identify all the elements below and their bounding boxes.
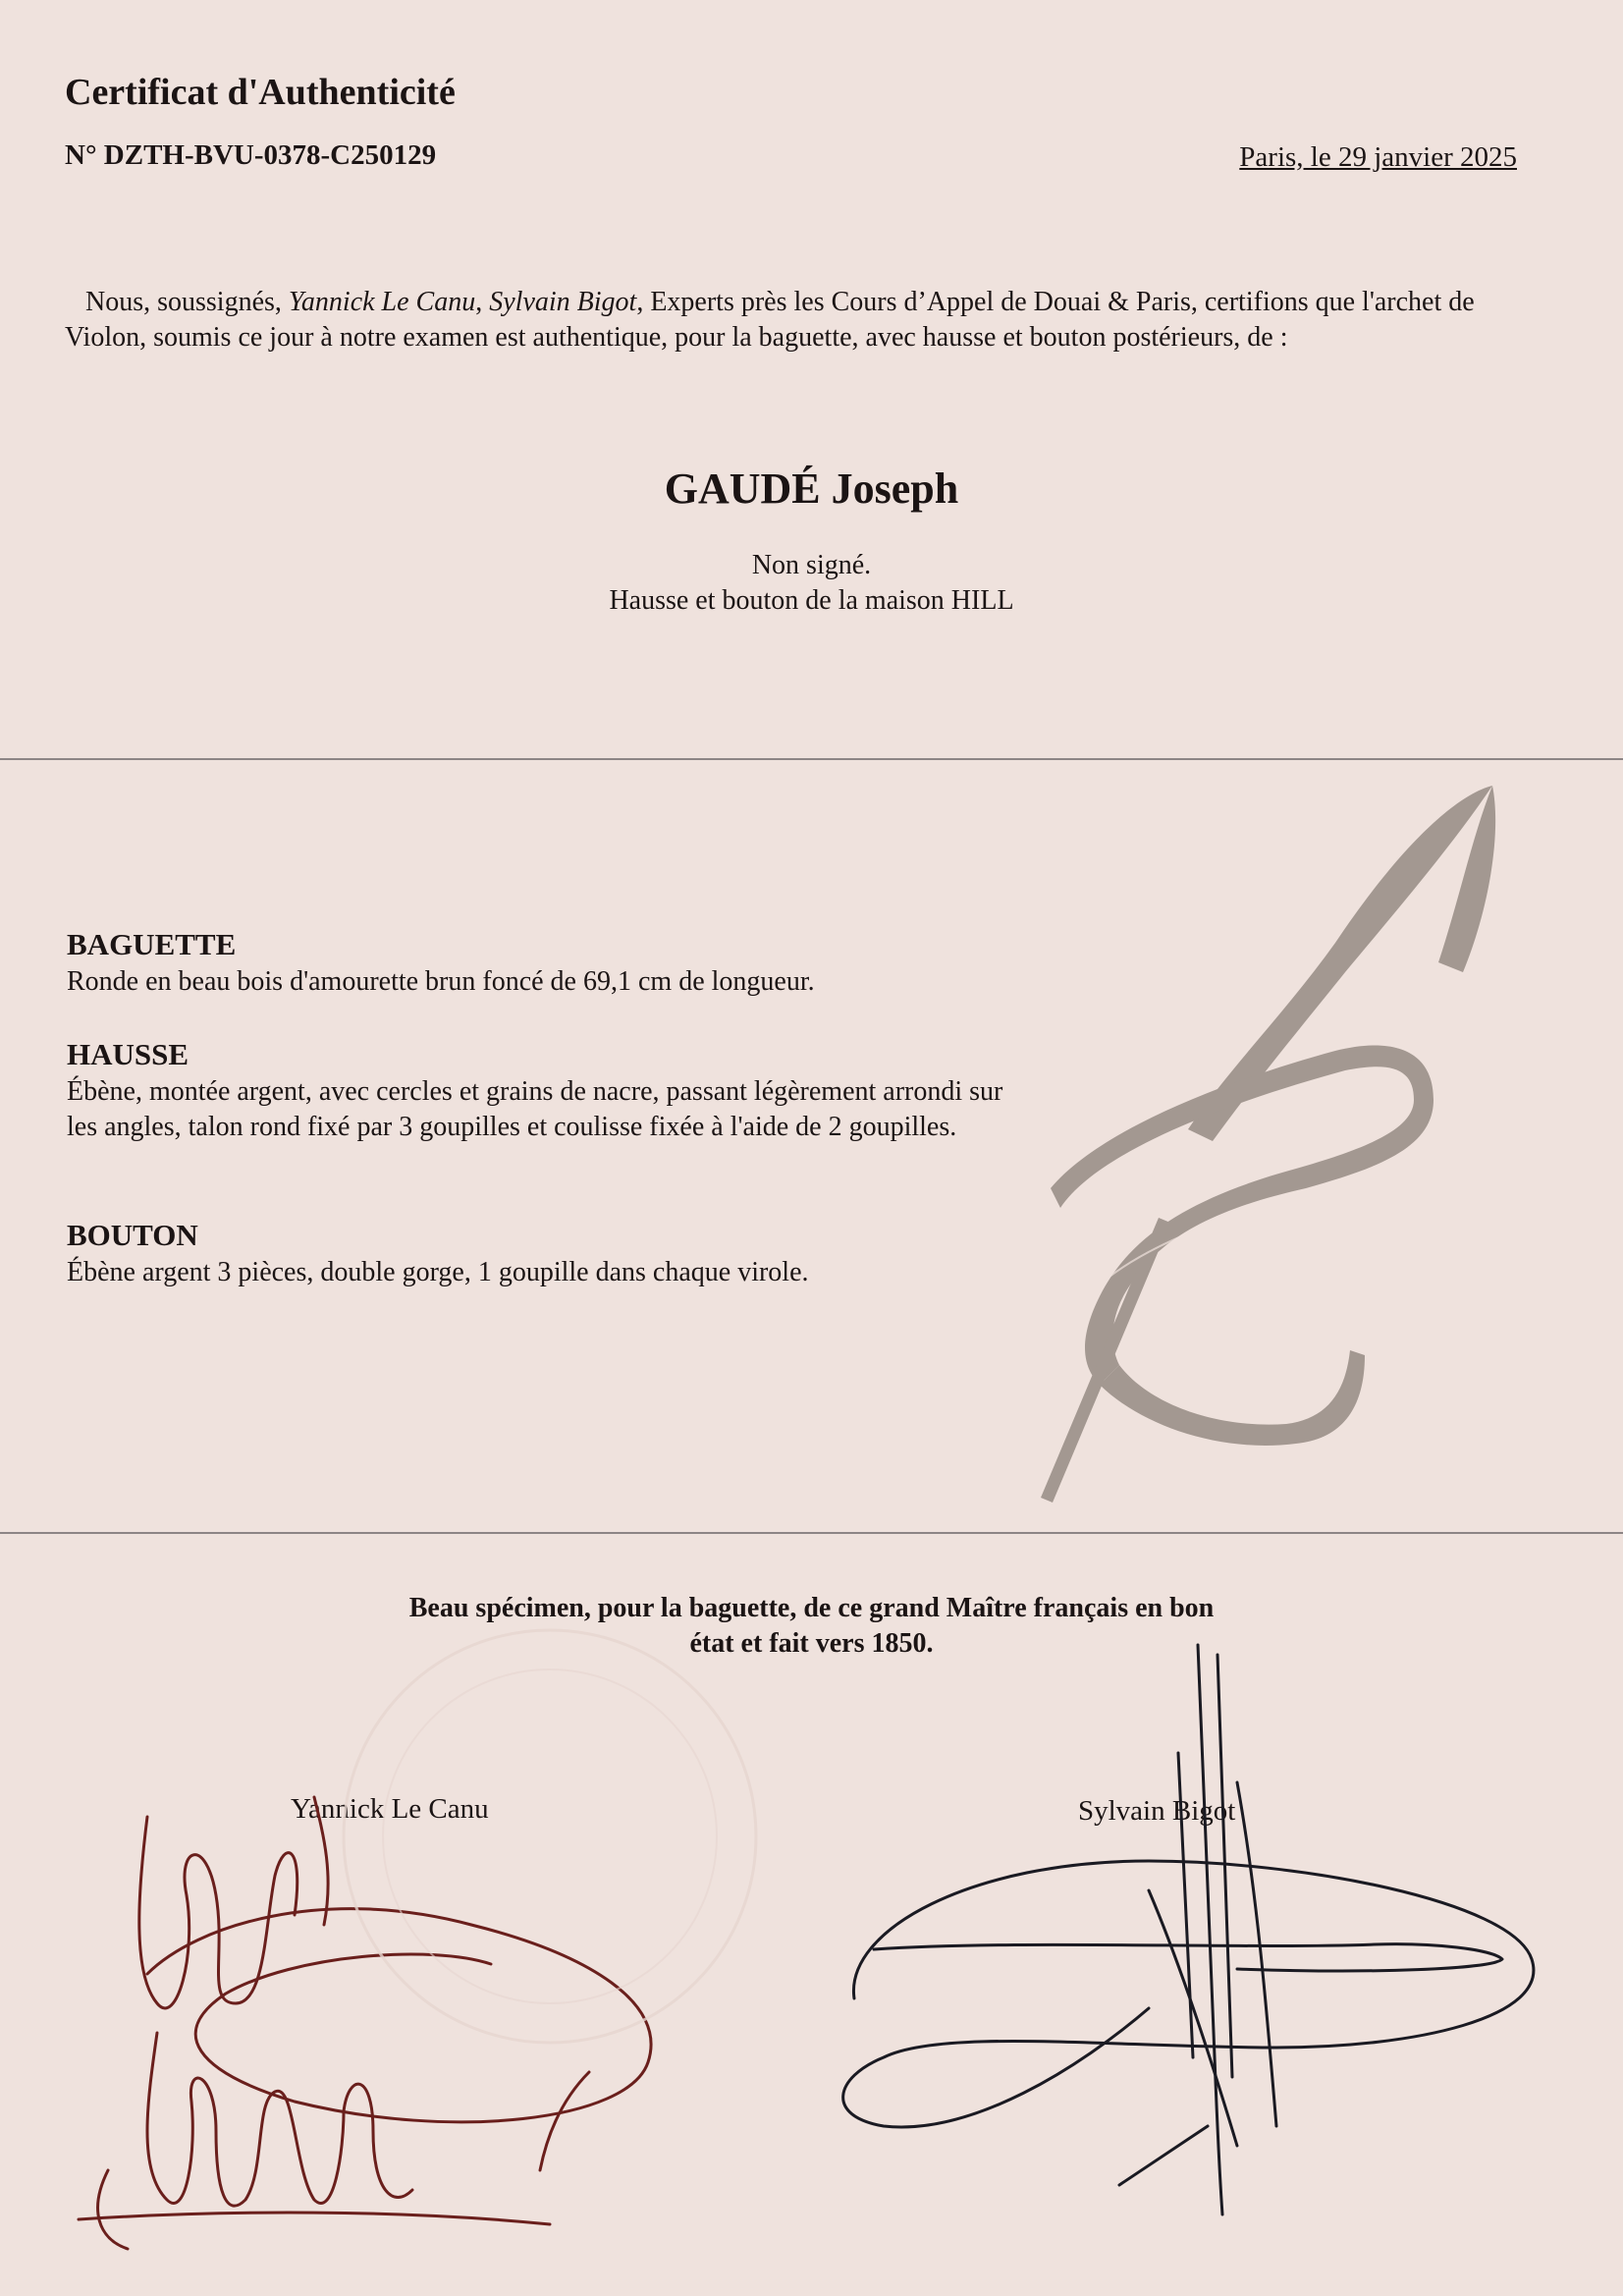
maker-notes xyxy=(0,548,1623,619)
handwritten-signature-2 xyxy=(825,1635,1532,2224)
signatory-name-2: Sylvain Bigot xyxy=(1078,1795,1236,1827)
certificate-number: N° DZTH-BVU-0378-C250129 xyxy=(65,139,437,171)
quill-scroll-emblem xyxy=(1041,776,1512,1503)
expert-name-1: Yannick Le Canu xyxy=(288,287,476,317)
expert-name-2: Sylvain Bigot xyxy=(489,287,637,317)
section-text-baguette: Ronde en beau bois d'amourette brun foncé de 69,1 cm de longueur. xyxy=(67,966,815,997)
section-text-bouton: Ébène argent 3 pièces, double gorge, 1 goupille dans chaque virole. xyxy=(67,1257,809,1287)
intro-text-end: , Experts près les Cours d’Appel de Douai & Paris, certifions que l'archet de Violon, soumis ce jour à notre examen est authentique, pour la baguette, avec hausse et bouton postérieurs, de : xyxy=(65,287,1475,353)
intro-separator: , xyxy=(475,287,490,317)
embossed-seal xyxy=(324,1611,776,2062)
closing-line-1: Beau spécimen, pour la baguette, de ce grand Maître français en bon xyxy=(408,1593,1215,1623)
fittings-note: Hausse et bouton de la maison HILL xyxy=(609,585,1014,616)
section-text-hausse: Ébène, montée argent, avec cercles et grains de nacre, passant légèrement arrondi sur les angles, talon rond fixé par 3 goupilles et coulisse fixée à l'aide de 2 goupilles. xyxy=(67,1076,1003,1142)
closing-line-2: état et fait vers 1850. xyxy=(689,1628,934,1659)
fold-line xyxy=(0,1532,1623,1534)
signature-note: Non signé. xyxy=(751,550,872,580)
intro-text-start: Nous, soussignés, xyxy=(85,287,289,317)
maker-name: GAUDÉ Joseph xyxy=(664,465,959,513)
section-heading-baguette: BAGUETTE xyxy=(67,927,237,961)
place-date: Paris, le 29 janvier 2025 xyxy=(1239,141,1517,173)
fold-line xyxy=(0,758,1623,760)
certification-statement xyxy=(65,285,1528,355)
signatory-name-1: Yannick Le Canu xyxy=(291,1793,489,1825)
document-title: Certificat d'Authenticité xyxy=(65,72,456,113)
section-heading-bouton: BOUTON xyxy=(67,1218,198,1252)
section-heading-hausse: HAUSSE xyxy=(67,1037,189,1071)
